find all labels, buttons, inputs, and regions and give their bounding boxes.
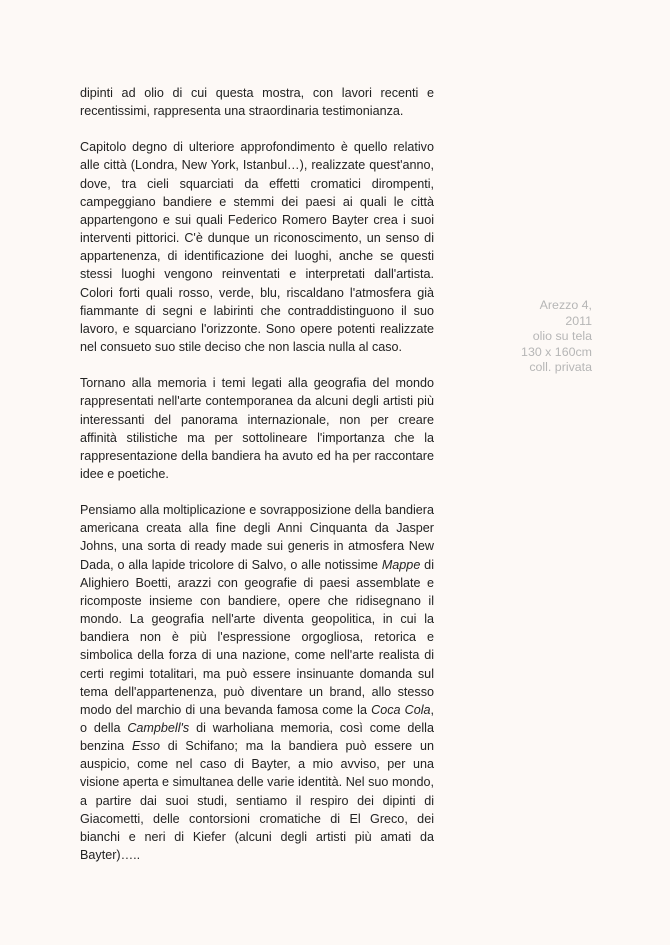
- artwork-caption: [470, 298, 592, 376]
- text-run: Tornano alla memoria i temi legati alla geografia del mondo rappresentati nell'arte contemporanea da alcuni degli artisti più interessanti del panorama internazionale, non per creare affinità stilistiche ma per sottolineare l'importanza che la rappresentazione della bandiera ha avuto ed ha per raccontare idee e poetiche.: [80, 376, 434, 481]
- body-paragraph: [80, 501, 434, 864]
- caption-title: Arezzo 4,: [539, 298, 592, 312]
- caption-medium: olio su tela: [532, 329, 592, 344]
- italic-title: Mappe: [381, 557, 421, 572]
- text-run: di Alighiero Boetti, arazzi con geografie di paesi assemblate e ricomposte insieme con bandiere, opere che ridisegnano il mondo. La geografia nell'arte diventa geopolitica, in cui la bandiera non è più l'espressione orgogliosa, retorica e simbolica della forza di una nazione, come nell'arte realista di certi regimi totalitari, ma può essere insinuante domanda sul tema dell'appartenenza, può diventare un brand, allo stesso modo del marchio di una bevanda famosa come la: [80, 557, 434, 717]
- caption-size: 130 x 160cm: [521, 344, 592, 359]
- body-paragraph: [80, 374, 434, 483]
- body-paragraph: [80, 84, 434, 120]
- italic-title: Esso: [131, 739, 160, 754]
- text-run: di Schifano; ma la bandiera può essere un auspicio, come nel caso di Bayter, a mio avviso, per una visione aperta e simultanea delle varie identità. Nel suo mondo, a partire dai suoi studi, sentiamo il respiro dei dipinti di Giacometti, delle contorsioni cromatiche di El Greco, dei bianchi e neri di Kiefer (alcuni degli artisti più amati da Bayter)…..: [80, 739, 434, 863]
- caption-year: 2011: [565, 313, 592, 328]
- text-run: Capitolo degno di ulteriore approfondimento è quello relativo alle città (Londra, New York, Istanbul…), realizzate quest'anno, dove, tra cieli squarciati da effetti cromatici dirompenti, campeggiano bandiere e stemmi dei paesi ai quali le città appartengono e sui quali Federico Romero Bayter crea i suoi interventi pittorici. C'è dunque un riconoscimento, un senso di appartenenza, di identificazione dei luoghi, anche se questi stessi luoghi vengono reinventati e interpretati dall'artista. Colori forti quali rosso, verde, blu, riscaldano l'atmosfera già fiammante di segni e labirinti che contraddistinguono il suo lavoro, e squarciano l'orizzonte. Sono opere potenti realizzate nel consueto suo stile deciso che non lascia nulla al caso.: [80, 140, 434, 355]
- text-run: Pensiamo alla moltiplicazione e sovrapposizione della bandiera americana creata alla fine degli Anni Cinquanta da Jasper Johns, una sorta di ready made sui generis in atmosfera New Dada, o alla lapide tricolore di Salvo, o alle notissime: [80, 503, 434, 572]
- text-run: dipinti ad olio di cui questa mostra, con lavori recenti e recentissimi, rappresenta una straordinaria testimonianza.: [80, 86, 434, 119]
- caption-collection: coll. privata: [529, 360, 592, 375]
- italic-title: Campbell's: [127, 721, 190, 735]
- text-run: di warholiana memoria, così come della benzina: [80, 721, 434, 754]
- body-text: [80, 84, 434, 882]
- italic-title: Coca Cola: [371, 702, 431, 717]
- text-run: , o della: [80, 702, 434, 735]
- body-paragraph: [80, 138, 434, 356]
